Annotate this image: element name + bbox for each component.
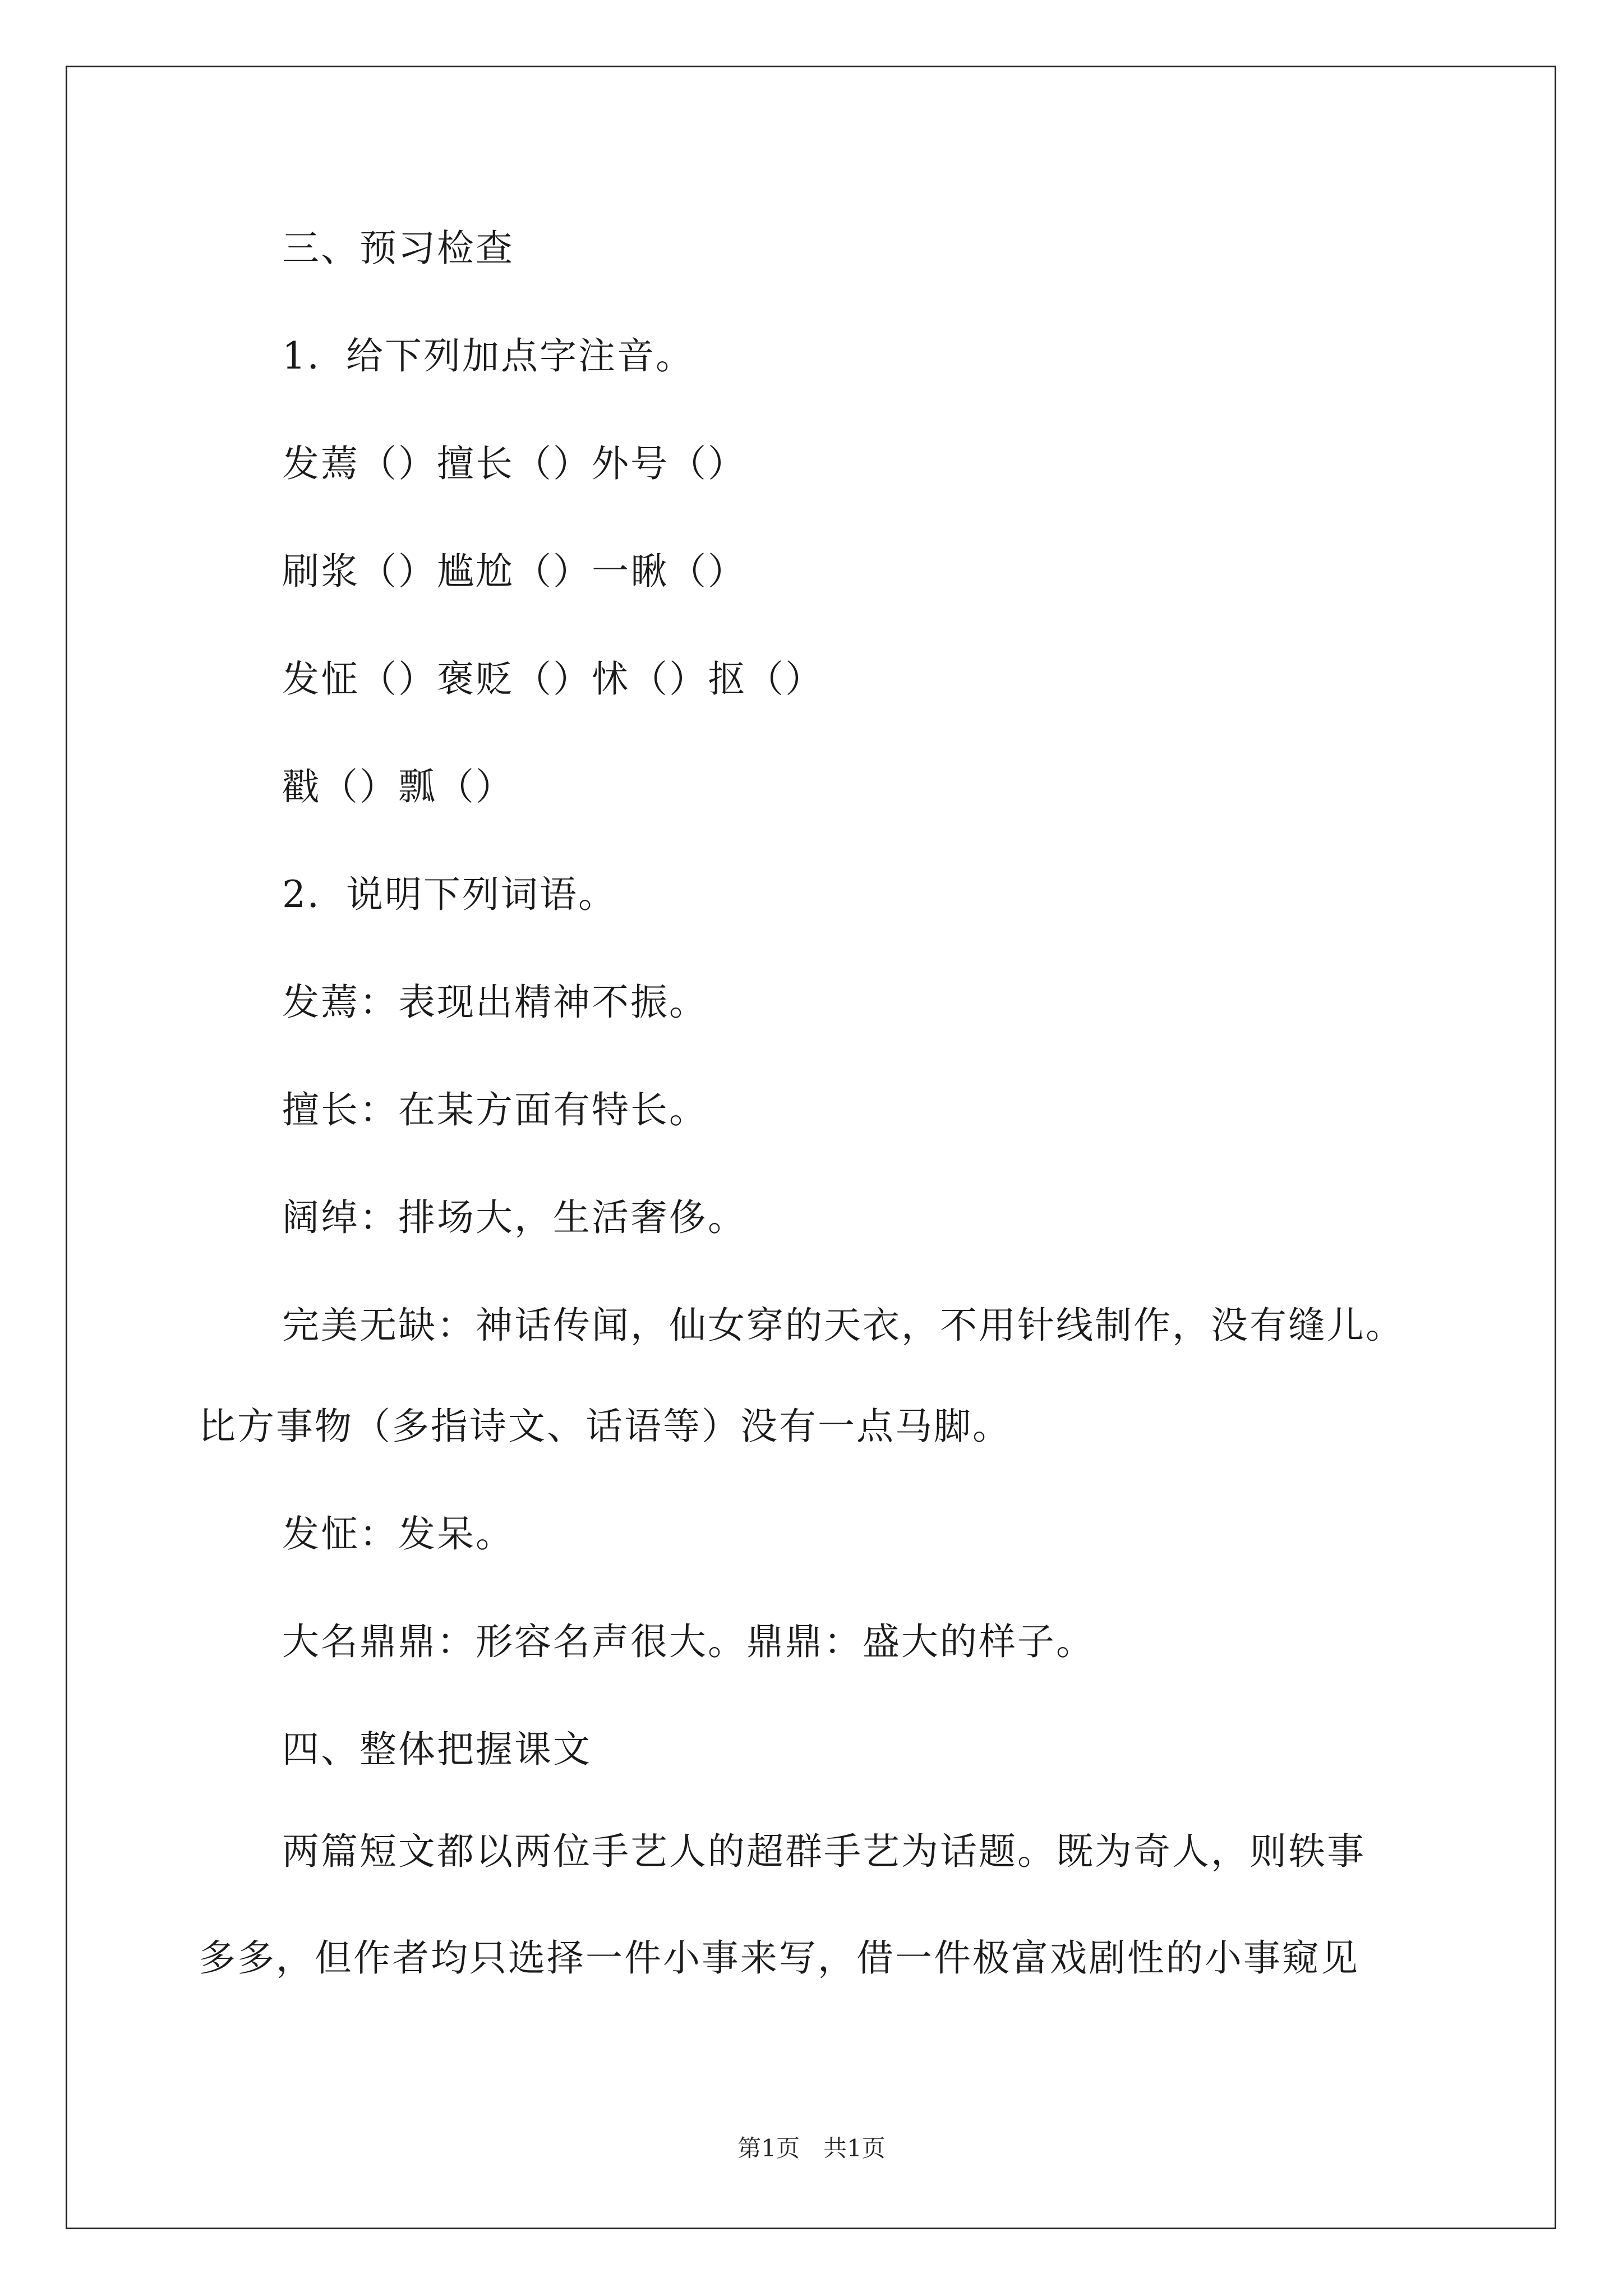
pinyin-row-3: 发怔（）褒贬（）怵（）抠（） xyxy=(282,657,824,701)
pinyin-row-4: 戳（）瓢（） xyxy=(282,765,514,808)
definition-shanchang: 擅长：在某方面有特长。 xyxy=(282,1088,708,1131)
question-2-heading: 2．说明下列词语。 xyxy=(282,873,617,916)
section-heading-preview-check: 三、预习检查 xyxy=(282,227,514,270)
question-1-heading: 1．给下列加点字注音。 xyxy=(282,334,694,378)
definition-wanmeiwuque-line-1: 完美无缺：神话传闻，仙女穿的天衣，不用针线制作，没有缝儿。 xyxy=(282,1304,1404,1347)
overall-paragraph-line-1: 两篇短文都以两位手艺人的超群手艺为话题。既为奇人，则轶事 xyxy=(282,1830,1366,1873)
definition-fazheng: 发怔：发呆。 xyxy=(282,1512,514,1556)
page-border xyxy=(66,66,1556,2229)
definition-fanian: 发蔫：表现出精神不振。 xyxy=(282,981,708,1024)
pinyin-row-2: 刷浆（）尴尬（）一瞅（） xyxy=(282,550,746,593)
section-heading-overall: 四、整体把握课文 xyxy=(282,1728,592,1771)
page-number-footer: 第1页 共1页 xyxy=(737,2134,886,2162)
overall-paragraph-line-2: 多多，但作者均只选择一件小事来写，借一件极富戏剧性的小事窥见 xyxy=(199,1936,1359,1980)
definition-kuochuo: 阔绰：排场大，生活奢侈。 xyxy=(282,1196,746,1239)
definition-wanmeiwuque-line-2: 比方事物（多指诗文、话语等）没有一点马脚。 xyxy=(199,1405,1011,1448)
pinyin-row-1: 发蔫（）擅长（）外号（） xyxy=(282,442,746,485)
definition-damingdingding: 大名鼎鼎：形容名声很大。鼎鼎：盛大的样子。 xyxy=(282,1620,1095,1663)
